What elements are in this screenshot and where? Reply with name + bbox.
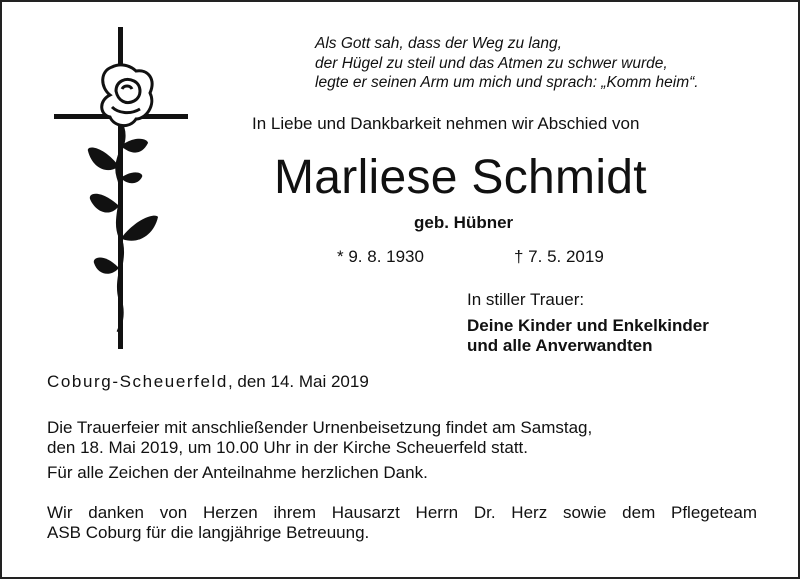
poem: [315, 34, 699, 93]
thanks-text: Für alle Zeichen der Anteilnahme herzlichen Dank.: [47, 463, 428, 482]
cross-with-rose-icon: [52, 27, 192, 352]
maiden-name: geb. Hübner: [414, 213, 514, 232]
special-thanks-line-1: [47, 503, 757, 523]
place-date-line: [47, 372, 369, 392]
mourners-line: und alle Anverwandten: [467, 336, 653, 355]
word: Herzen: [202, 503, 258, 522]
special-thanks: [47, 503, 757, 543]
word: Wir: [47, 503, 73, 522]
birth-date: * 9. 8. 1930: [337, 247, 424, 266]
date-text: , den 14. Mai 2019: [227, 372, 369, 391]
funeral-notice-line: Die Trauerfeier mit anschließender Urnenbeisetzung findet am Samstag,: [47, 418, 593, 437]
place-name: Coburg-Scheuerfeld: [47, 372, 228, 391]
poem-line: legte er seinen Arm um mich und sprach: „Komm heim“.: [315, 74, 699, 91]
intro-text: In Liebe und Dankbarkeit nehmen wir Abschied von: [252, 114, 640, 133]
funeral-notice: [47, 418, 592, 458]
mourners-label: In stiller Trauer:: [467, 290, 585, 309]
poem-line: Als Gott sah, dass der Weg zu lang,: [315, 35, 562, 52]
funeral-notice-line: den 18. Mai 2019, um 10.00 Uhr in der Kirche Scheuerfeld statt.: [47, 438, 528, 457]
word: Dr.: [473, 503, 496, 522]
word: von: [159, 503, 188, 522]
word: dem: [622, 503, 656, 522]
mourners-list: [467, 316, 709, 356]
word: Herz: [511, 503, 548, 522]
death-date: † 7. 5. 2019: [514, 247, 604, 266]
word: Herrn: [415, 503, 459, 522]
word: sowie: [562, 503, 607, 522]
word: danken: [88, 503, 145, 522]
poem-line: der Hügel zu steil und das Atmen zu schwer wurde,: [315, 54, 668, 72]
special-thanks-line-2: ASB Coburg für die langjährige Betreuung.: [47, 523, 370, 542]
word: Hausarzt: [331, 503, 400, 522]
mourners-line: Deine Kinder und Enkelkinder: [467, 316, 709, 335]
word: Pflegeteam: [671, 503, 757, 522]
word: ihrem: [273, 503, 317, 522]
deceased-name: Marliese Schmidt: [274, 151, 647, 204]
